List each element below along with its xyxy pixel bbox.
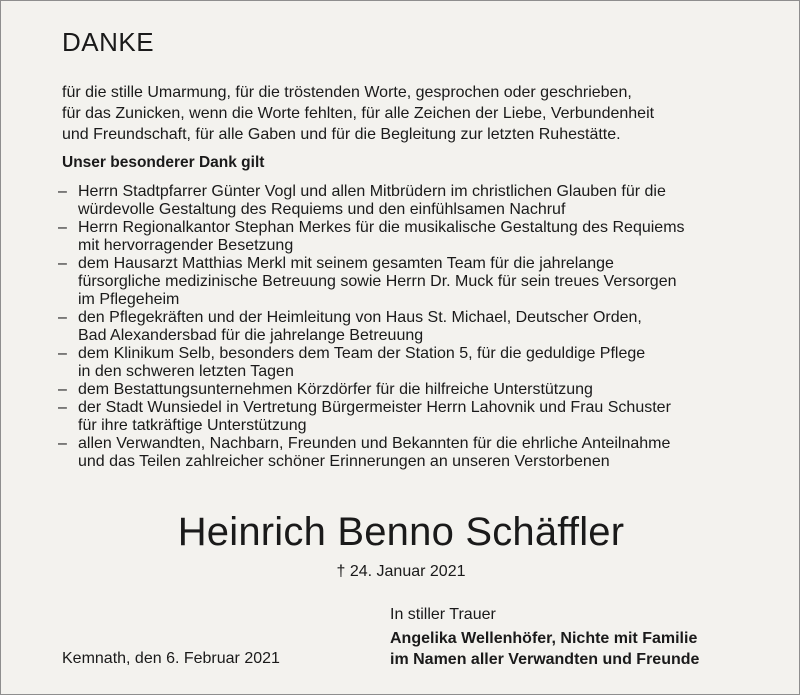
dash-marker: – <box>58 219 67 236</box>
list-item <box>58 345 758 381</box>
family-signature <box>390 628 699 670</box>
mourning-label: In stiller Trauer <box>390 606 496 623</box>
list-item-text: Herrn Regionalkantor Stephan Merkes für die musikalische Gestaltung des Requiems mit hervorragender Besetzung <box>78 219 685 254</box>
list-item-text: Herrn Stadtpfarrer Günter Vogl und allen Mitbrüdern im christlichen Glauben für die würdevolle Gestaltung des Requiems und den einfühlsamen Nachruf <box>78 183 666 218</box>
intro-line: und Freundschaft, für alle Gaben und für die Begleitung zur letzten Ruhestätte. <box>62 126 621 143</box>
intro-line: für die stille Umarmung, für die tröstenden Worte, gesprochen oder geschrieben, <box>62 84 632 101</box>
dash-marker: – <box>58 255 67 272</box>
list-item-text: dem Klinikum Selb, besonders dem Team der Station 5, für die geduldige Pflege in den schweren letzten Tagen <box>78 345 646 380</box>
list-item <box>58 219 758 255</box>
family-line: im Namen aller Verwandten und Freunde <box>390 651 700 668</box>
intro-paragraph <box>62 82 762 145</box>
dash-marker: – <box>58 435 67 452</box>
place-date: Kemnath, den 6. Februar 2021 <box>62 650 280 667</box>
list-item <box>58 435 758 471</box>
special-thanks-heading: Unser besonderer Dank gilt <box>62 154 265 171</box>
list-item-text: den Pflegekräften und der Heimleitung von Haus St. Michael, Deutscher Orden, Bad Alexandersbad für die jahrelange Betreuung <box>78 309 642 344</box>
list-item <box>58 399 758 435</box>
list-item <box>58 255 758 309</box>
family-line: Angelika Wellenhöfer, Nichte mit Familie <box>390 630 698 647</box>
list-item-text: der Stadt Wunsiedel in Vertretung Bürgermeister Herrn Lahovnik und Frau Schuster für ihre tatkräftige Unterstützung <box>78 399 671 434</box>
list-item-text: dem Hausarzt Matthias Merkl mit seinem gesamten Team für die jahrelange fürsorgliche medizinische Betreuung sowie Herrn Dr. Muck für sein treues Versorgen im Pflegeheim <box>78 255 677 308</box>
list-item-text: allen Verwandten, Nachbarn, Freunden und Bekannten für die ehrliche Anteilnahme und das Teilen zahlreicher schöner Erinnerungen an unseren Verstorbenen <box>78 435 671 470</box>
dash-marker: – <box>58 345 67 362</box>
dash-marker: – <box>58 399 67 416</box>
dash-marker: – <box>58 183 67 200</box>
list-item <box>58 309 758 345</box>
thanks-list <box>58 183 758 471</box>
deceased-name: Heinrich Benno Schäffler <box>177 510 625 554</box>
list-item-text: dem Bestattungsunternehmen Körzdörfer für die hilfreiche Unterstützung <box>78 381 593 398</box>
death-date: † 24. Januar 2021 <box>336 563 466 580</box>
list-item <box>58 381 758 399</box>
dash-marker: – <box>58 309 67 326</box>
intro-line: für das Zunicken, wenn die Worte fehlten, für alle Zeichen der Liebe, Verbundenheit <box>62 105 655 122</box>
page-title: DANKE <box>62 27 155 57</box>
list-item <box>58 183 758 219</box>
dash-marker: – <box>58 381 67 398</box>
